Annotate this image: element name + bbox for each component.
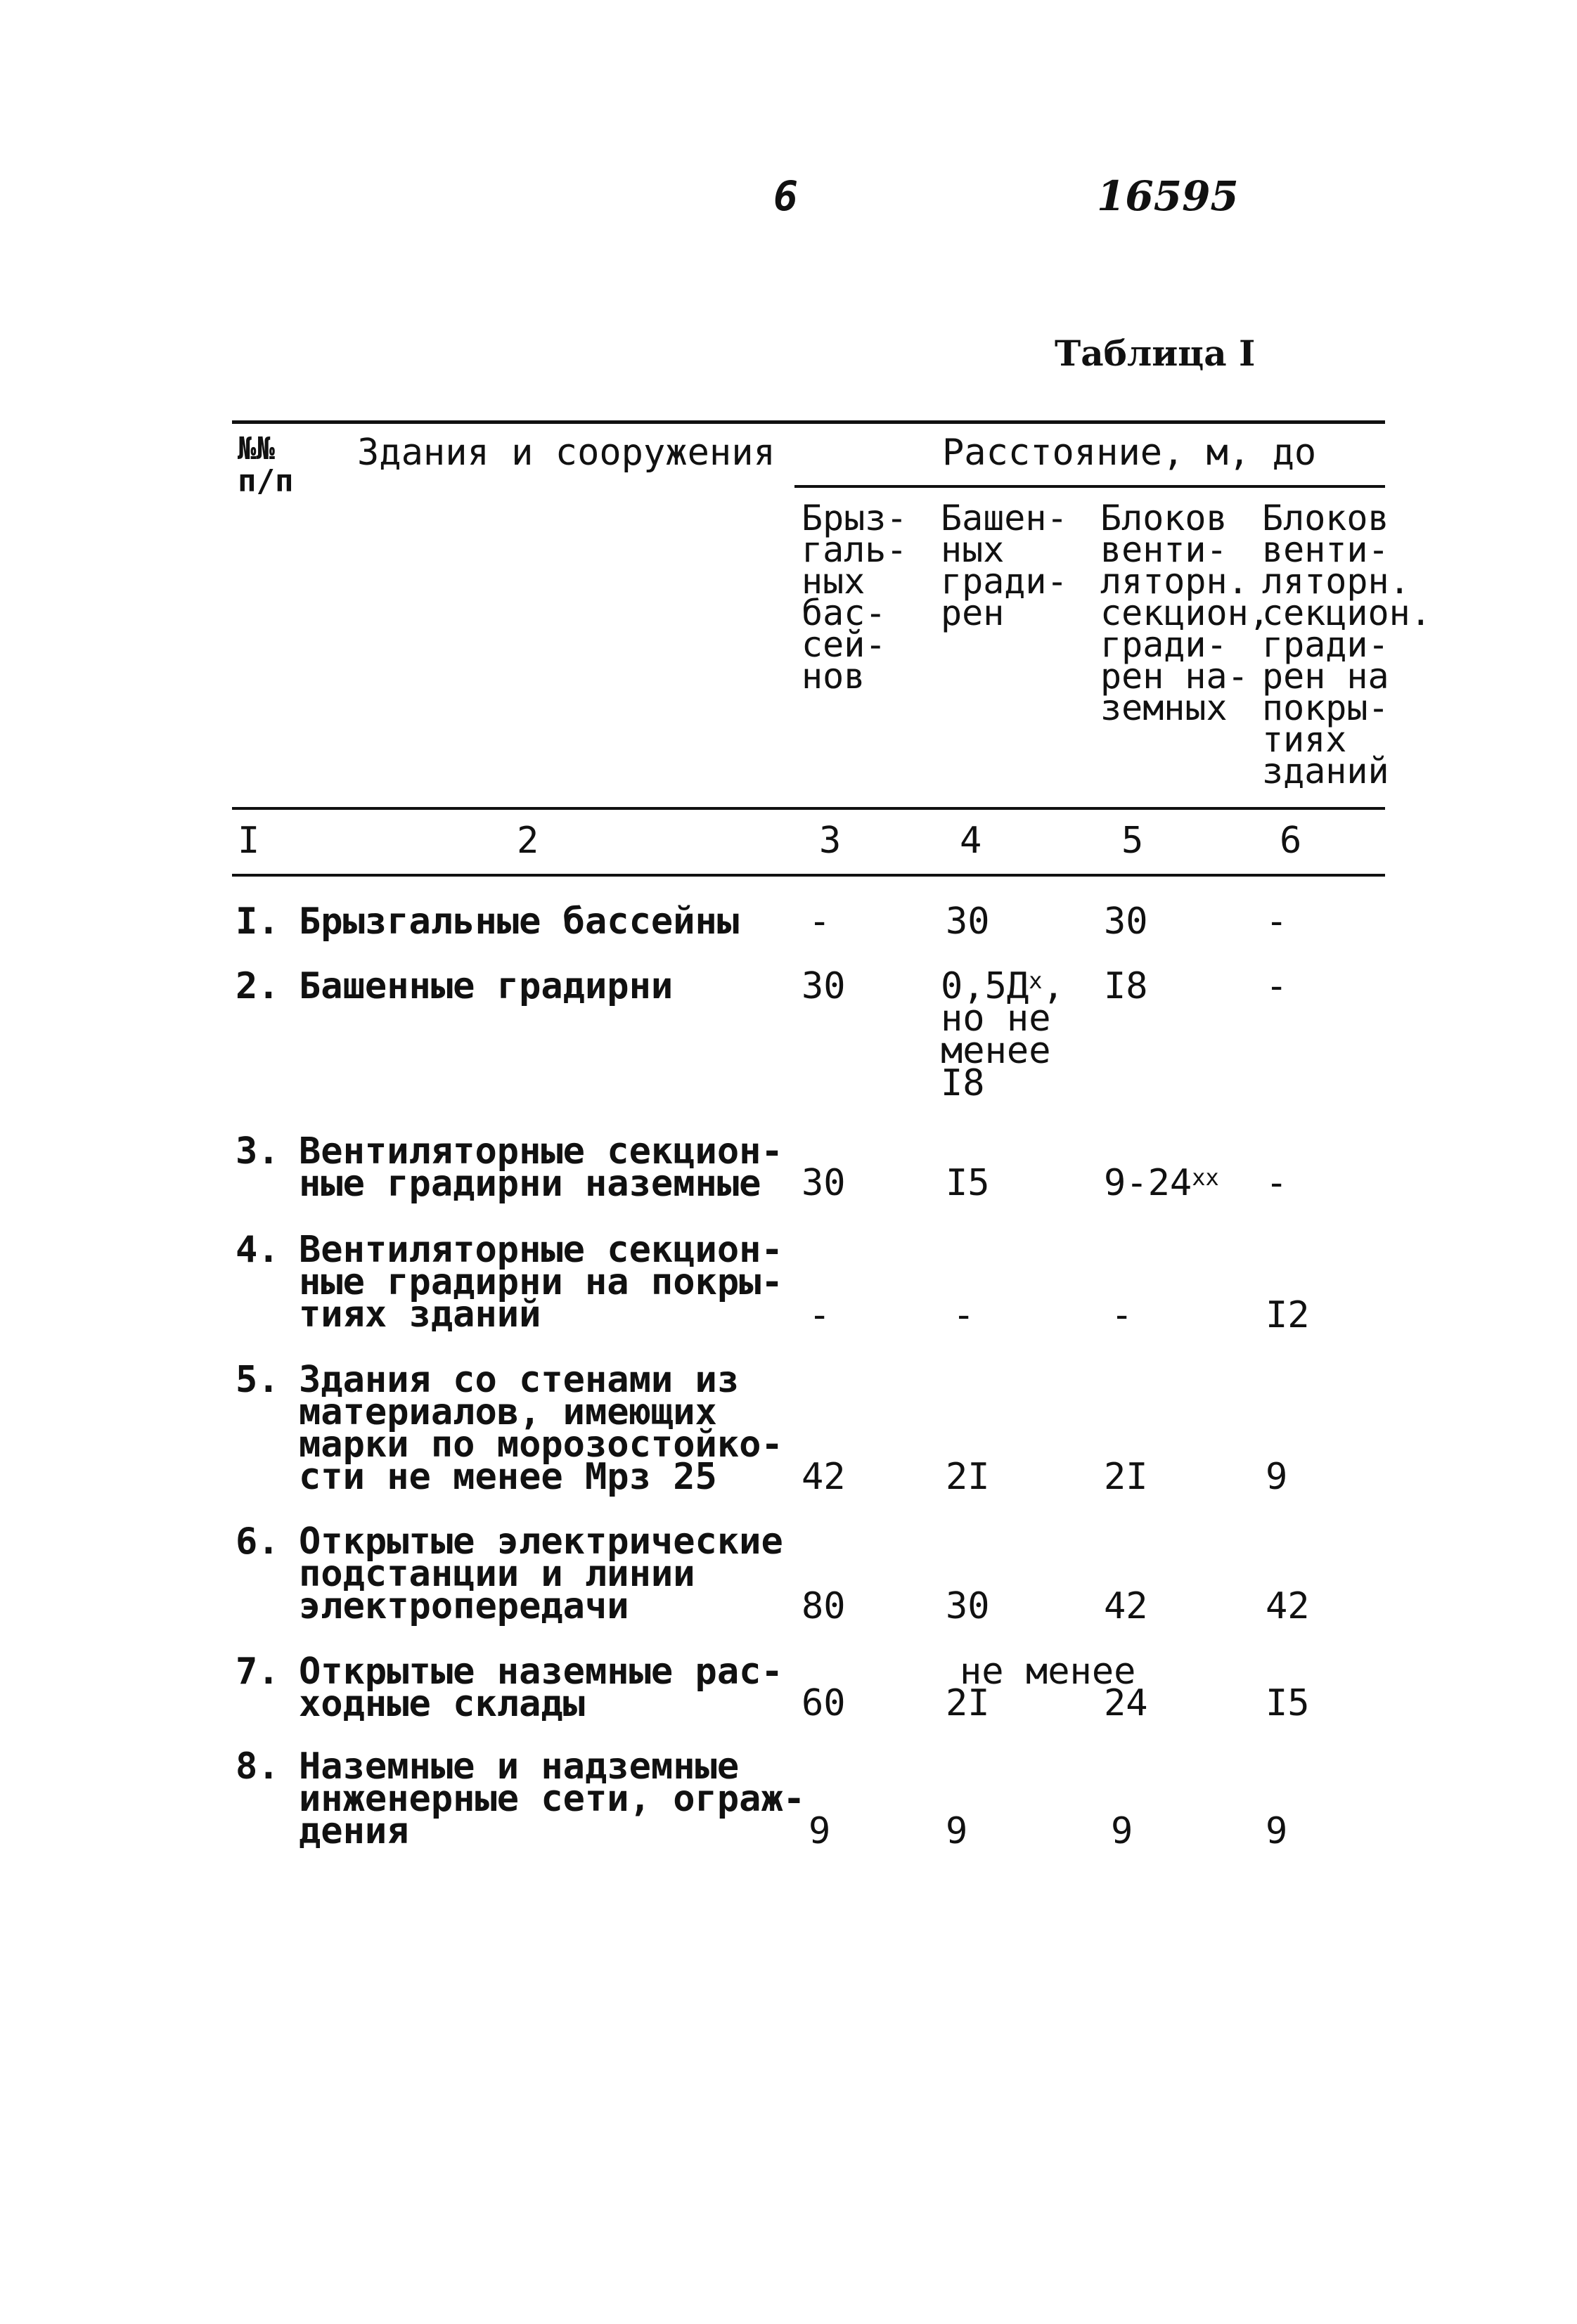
row-3-c5: [1104, 1162, 1219, 1204]
row-3-c6: -: [1266, 1162, 1288, 1204]
col-number-1: I: [238, 820, 260, 862]
row-3-c5-value: 9-24: [1104, 1162, 1192, 1204]
header-bottom-rule: [232, 807, 1385, 810]
row-1-num: I.: [236, 900, 280, 943]
row-6-c5: 42: [1104, 1585, 1148, 1627]
row-2-name: Башенные градирни: [299, 965, 674, 1007]
row-8-c3: 9: [809, 1810, 831, 1852]
row-7-c4: 2I: [946, 1682, 990, 1724]
row-2-c6: -: [1266, 965, 1288, 1007]
table-label: Таблица I: [1055, 333, 1256, 374]
table-top-rule: [232, 420, 1385, 424]
subheader-ground-fan-coolers: Блоков венти- ляторн. секцион, гради- рен на- земных: [1100, 498, 1270, 728]
row-6-c4: 30: [946, 1585, 990, 1627]
subheader-roof-fan-coolers: Блоков венти- ляторн. секцион. гради- рен на покры- тиях зданий: [1262, 498, 1431, 792]
subheader-tower-coolers: Башен- ных гради- рен: [941, 498, 1068, 633]
header-distance-col: Расстояние, м, до: [942, 432, 1317, 474]
footnote-marker-2: хх: [1192, 1164, 1219, 1191]
document-number: 16595: [1097, 172, 1239, 220]
row-8-num: 8.: [236, 1745, 280, 1788]
row-4-c3: -: [809, 1294, 831, 1336]
col-number-5: 5: [1121, 820, 1144, 862]
col-number-4: 4: [960, 820, 982, 862]
row-2-c4-value: 0,5Д: [941, 965, 1029, 1007]
row-1-c5: 30: [1104, 900, 1148, 943]
row-6-num: 6.: [236, 1521, 280, 1563]
row-7-note: не менее: [960, 1651, 1136, 1693]
row-8-c4: 9: [946, 1810, 968, 1852]
row-2-num: 2.: [236, 965, 280, 1007]
row-4-c4: -: [953, 1294, 975, 1336]
row-4-name: Вентиляторные секцион- ные градирни на покры- тиях зданий: [299, 1229, 783, 1336]
row-8-name: Наземные и надземные инженерные сети, ограж- дения: [299, 1745, 806, 1852]
row-2-c4: [941, 965, 1064, 1104]
row-1-c4: 30: [946, 900, 990, 943]
row-7-name: Открытые наземные рас- ходные склады: [299, 1651, 783, 1725]
row-7-c6: I5: [1266, 1682, 1310, 1724]
distance-group-rule: [794, 485, 1385, 488]
row-6-c6: 42: [1266, 1585, 1310, 1627]
header-name-col: Здания и сооружения: [357, 432, 775, 474]
page-number: 6: [773, 172, 798, 220]
row-3-num: 3.: [236, 1130, 280, 1173]
row-2-c4-rest: , но не менее I8: [941, 965, 1064, 1104]
row-1-c3: -: [809, 900, 831, 943]
col-number-2: 2: [517, 820, 539, 862]
row-3-name: Вентиляторные секцион- ные градирни наземные: [299, 1130, 783, 1205]
subheader-spray-pools: Брыз- галь- ных бас- сей- нов: [802, 498, 908, 697]
row-7-c5: 24: [1104, 1682, 1148, 1724]
row-3-c4: I5: [946, 1162, 990, 1204]
row-8-c6: 9: [1266, 1810, 1288, 1852]
row-2-c5: I8: [1104, 965, 1148, 1007]
row-4-c5: -: [1111, 1294, 1133, 1336]
col-number-6: 6: [1280, 820, 1302, 862]
footnote-marker-1: х: [1029, 967, 1043, 994]
row-6-c3: 80: [802, 1585, 846, 1627]
row-5-c4: 2I: [946, 1456, 990, 1498]
row-8-c5: 9: [1111, 1810, 1133, 1852]
row-5-c6: 9: [1266, 1456, 1288, 1498]
row-5-name: Здания со стенами из материалов, имеющих марки по морозостойко- сти не менее Мрз 25: [299, 1359, 783, 1498]
row-1-name: Брызгальные бассейны: [299, 900, 740, 943]
row-4-num: 4.: [236, 1229, 280, 1271]
row-1-c6: -: [1266, 900, 1288, 943]
row-2-c3: 30: [802, 965, 846, 1007]
row-4-c6: I2: [1266, 1294, 1310, 1336]
row-3-c3: 30: [802, 1162, 846, 1204]
row-6-name: Открытые электрические подстанции и линии электропередачи: [299, 1521, 783, 1627]
row-5-c5: 2I: [1104, 1456, 1148, 1498]
row-5-c3: 42: [802, 1456, 846, 1498]
row-7-num: 7.: [236, 1651, 280, 1693]
header-num-col: №№ п/п: [238, 431, 294, 499]
row-7-c3: 60: [802, 1682, 846, 1724]
col-numbers-rule: [232, 874, 1385, 877]
row-5-num: 5.: [236, 1359, 280, 1401]
col-number-3: 3: [819, 820, 842, 862]
